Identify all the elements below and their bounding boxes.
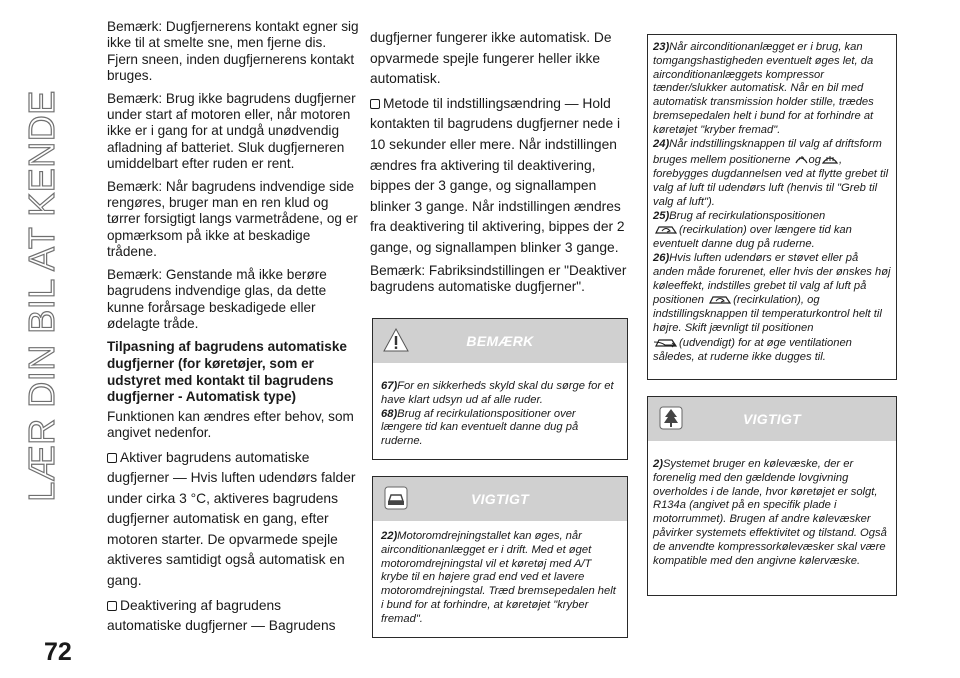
important-box-title: VIGTIGT — [470, 491, 530, 507]
floor-defrost-icon — [821, 151, 839, 166]
note-item — [653, 252, 892, 364]
note-text: Motoromdrejningstallet kan øges, når airconditionanlægget er i drift. Med et øget motoromdrejningstal vil et køretøj med A/T krybe til en højere grad end ved et lavere motoromdrejningstal. Træd bremsepedalen helt i bund for at forhindre, at køretøjet "kryber fremad". — [381, 530, 616, 625]
notes-box — [647, 34, 897, 380]
paragraph: Bemærk: Brug ikke bagrudens dugfjerner under start af motoren eller, når motoren ikke er i gang for at undgå unødvendig afladning af batteriet. Sluk dugfjerneren umiddelbart efter ruden er rent. — [107, 90, 356, 172]
note-item — [653, 41, 892, 138]
paragraph: Bemærk: Dugfjernerens kontakt egner sig ikke til at smelte sne, men fjerne dis. Fjern sneen, inden dugfjernerens kontakt bruges. — [107, 19, 359, 84]
important-box-header — [648, 397, 896, 441]
paragraph: dugfjerner fungerer ikke automatisk. De opvarmede spejle fungerer heller ikke automatisk. — [370, 30, 612, 87]
important-box-header — [373, 477, 627, 521]
paragraph: Bemærk: Når bagrudens indvendige side rengøres, bruger man en ren klud og tørrer forsigtigt langs varmetrådene, og er opmærksom på ikke at beskadige trådene. — [107, 178, 358, 260]
bullet-paragraph — [370, 94, 628, 259]
note-item — [381, 530, 619, 627]
note-number: 68) — [381, 407, 398, 420]
note-text: (udvendigt) for at øge ventilationen således, at ruderne ikke dugges til. — [653, 336, 852, 363]
note-item — [653, 210, 892, 252]
bullet-square-icon — [107, 601, 117, 611]
note-number: 22) — [381, 530, 398, 542]
page-number: 72 — [44, 638, 72, 666]
note-number: 2) — [653, 458, 663, 470]
bullet-paragraph — [107, 596, 359, 637]
recirculation-icon — [707, 293, 733, 306]
notice-box-header — [373, 319, 627, 363]
note-number: 67) — [381, 380, 398, 392]
note-text: (recirkulation) over længere tid kan eventuelt danne dug på ruderne. — [653, 224, 852, 251]
note-text: , forebygges dugdannelsen ved at flytte grebet til valg af luft til udendørs luft (henvis til "Greb til valg af luft"). — [653, 154, 889, 208]
bullet-square-icon — [107, 453, 117, 463]
bullet-square-icon — [370, 99, 380, 109]
note-item — [653, 458, 888, 568]
important-box-title: VIGTIGT — [742, 411, 802, 427]
bullet-text: Metode til indstillingsændring — Hold kontakten til bagrudens dugfjerner nede i 10 sekunder eller mere. Når indstillingen ændres fra aktivering til deaktivering, bippes der 3 gange, og signallampen blinker 3 gange. Når indstillingen ændres fra deaktivering til aktivering, bippes der 2 gange, og signallampen blinker 3 gange. — [370, 95, 625, 255]
bullet-text: Aktiver bagrudens automatiske dugfjerner — Hvis luften udendørs falder under cirka 3 °C, aktiveres bagrudens dugfjerner automatisk en gang, efter motoren starter. De opvarmede spejle aktiveres samtidigt også automatisk en gang. — [107, 449, 356, 589]
note-item — [653, 138, 892, 210]
bullet-text: Deaktivering af bagrudens automatiske dugfjerner — Bagrudens — [107, 597, 336, 634]
note-text: Når indstillingsknappen til valg af driftsform bruges mellem positionerne — [653, 137, 882, 167]
note-text: Brug af recirkulationspositionen — [669, 209, 826, 222]
column-2 — [370, 28, 628, 301]
note-text: Systemet bruger en kølevæske, der er forenelig med den gældende lovgivning overholdes i de lande, hvor køretøjet er solgt, R134a (angivet på en specifik plade i motorrummet). Brugen af andre kølevæsker påvirker systemets effektivitet og tilstand. Også de anvendte kompressorkølevæsker skal være kompatible med den angivne kølervæske. — [653, 458, 887, 567]
recirculation-icon — [653, 223, 679, 236]
note-text: For en sikkerheds skyld skal du sørge for et have klart udsyn ud af alle ruder. — [381, 380, 614, 406]
note-item — [381, 408, 619, 449]
note-number: 25) — [653, 209, 670, 222]
note-text: Når airconditionanlægget er i brug, kan tomgangshastigheden eventuelt øges let, da airconditionanlæggets kompressor tænder/slukker automatisk. Når en bil med automatisk transmission holder stille, trædes bremsepedalen helt i bund for at forhindre at køretøjet "kryber fremad". — [653, 41, 874, 136]
note-text: Brug af recirkulationspositioner over længere tid kan eventuelt danne dug på ruderne. — [381, 407, 579, 448]
note-text: (recirkulation), og indstillingsknappen til temperaturkontrol helt til højre. Skift jævnligt til positionen — [653, 294, 882, 334]
paragraph: Funktionen kan ændres efter behov, som angivet nedenfor. — [107, 408, 354, 441]
column-1 — [107, 19, 359, 641]
note-number: 23) — [653, 41, 670, 53]
note-text: og — [808, 154, 821, 167]
note-text: Hvis luften udendørs er støvet eller på anden måde forurenet, eller hvis der ønskes høj køleeffekt, indstilles grebet til valg af luft på positionen — [653, 251, 891, 307]
paragraph: Bemærk: Fabriksindstillingen er "Deaktiver bagrudens automatiske dugfjerner". — [370, 262, 627, 294]
note-number: 24) — [653, 137, 670, 150]
important-box — [647, 396, 897, 596]
outside-air-icon — [653, 336, 679, 349]
note-item — [381, 380, 619, 408]
notice-box — [372, 318, 628, 460]
section-heading: Tilpasning af bagrudens automatiske dugfjerner (for køretøjer, som er udstyret med kontakt til bagrudens dugfjerner - Automatisk type) — [107, 339, 347, 405]
windshield-defrost-icon — [794, 151, 809, 166]
bullet-paragraph — [107, 448, 359, 592]
sidebar — [0, 0, 90, 678]
notice-box-title: BEMÆRK — [466, 333, 534, 349]
paragraph: Bemærk: Genstande må ikke berøre bagrudens indvendige glas, da dette kunne forårsage beskadigede eller ødelagte tråde. — [107, 266, 327, 331]
note-number: 26) — [653, 251, 670, 264]
important-box — [372, 476, 628, 638]
section-title-text: LÆR DIN BIL AT KENDE — [21, 90, 62, 502]
